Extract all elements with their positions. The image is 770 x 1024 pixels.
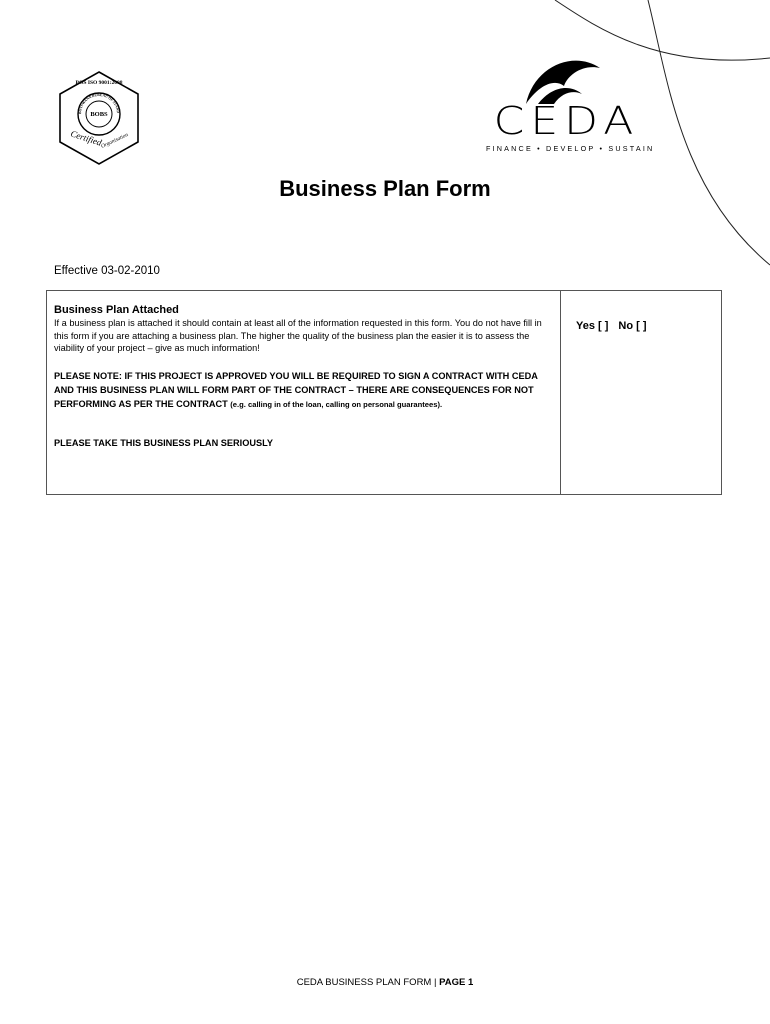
bobs-certification-logo: [56, 70, 142, 166]
business-plan-description-cell: [47, 291, 561, 494]
page-footer: [0, 977, 770, 988]
section-body: If a business plan is attached it should contain at least all of the information requested in this form. You do not have fill in this form if you are attaching a business plan. The higher the quality of the business plan the easier it is to assess the viability of your project – give as much information!: [54, 318, 542, 353]
section-heading: Business Plan Attached: [54, 304, 179, 316]
ceda-logo: [484, 56, 654, 156]
ceda-tagline: FINANCE • DEVELOP • SUSTAIN: [486, 144, 655, 153]
curve-line: [555, 0, 770, 60]
effective-date: Effective 03-02-2010: [54, 265, 160, 277]
yes-no-options: [576, 320, 657, 332]
no-checkbox[interactable]: No [ ]: [618, 320, 647, 332]
page-title: Business Plan Form: [279, 176, 491, 201]
curve-line: [648, 0, 770, 265]
footer-page-number: PAGE 1: [439, 977, 474, 988]
contract-note-main: PLEASE NOTE: IF THIS PROJECT IS APPROVED YOU WILL BE REQUIRED TO SIGN A CONTRACT WITH CEDA AND THIS BUSINESS PLAN WILL FORM PART OF THE CONTRACT – THERE ARE CONSEQUENCES FOR NOT PERFORMING AS PER THE CONTRACT: [54, 370, 538, 409]
business-plan-table: [46, 290, 722, 495]
certified-text: Certified: [69, 128, 103, 148]
bobs-top-text: BOS ISO 9001:2008: [75, 80, 123, 86]
business-plan-answer-cell: [561, 291, 721, 494]
serious-warning: PLEASE TAKE THIS BUSINESS PLAN SERIOUSLY: [54, 437, 274, 448]
footer-label: CEDA BUSINESS PLAN FORM |: [296, 977, 440, 988]
ceda-wordmark: CEDA: [493, 99, 640, 144]
contract-note: [54, 369, 552, 412]
bobs-center-text: BOBS: [90, 111, 108, 118]
bobs-ring-text: BOTSWANA BUREAU OF STAND: [77, 92, 121, 115]
contract-note-example: (e.g. calling in of the loan, calling on personal guarantees).: [230, 399, 443, 409]
ceda-leaf-icon: [524, 56, 604, 106]
organisation-text: Organisation: [100, 132, 130, 150]
yes-checkbox[interactable]: Yes [ ]: [576, 320, 609, 332]
